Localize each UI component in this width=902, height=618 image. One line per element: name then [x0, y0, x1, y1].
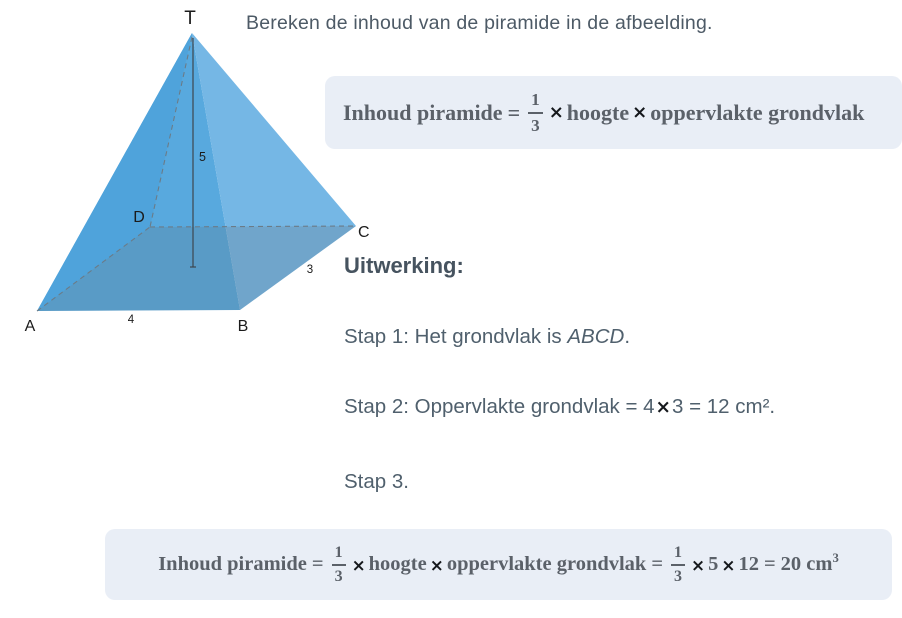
result-value: [781, 553, 839, 576]
multiplication-sign: ×: [548, 102, 564, 123]
solution-step-2: [344, 395, 775, 419]
multiplication-sign: ×: [632, 102, 648, 123]
base-depth-measure-label: 3: [306, 264, 314, 276]
fraction-denominator: 3: [334, 567, 343, 585]
vertex-label-A: A: [24, 318, 36, 335]
formula-lhs: Inhoud piramide: [343, 99, 503, 125]
fraction-numerator: 1: [671, 545, 685, 566]
fraction-one-third: [332, 545, 346, 585]
fraction-numerator: 1: [332, 545, 346, 566]
step1-base-name: ABCD: [567, 325, 625, 348]
equals-sign: =: [763, 553, 776, 575]
step1-suffix: .: [624, 325, 631, 348]
vertex-label-C: C: [358, 224, 370, 241]
equals-sign: =: [311, 553, 324, 575]
pyramid-diagram: [0, 0, 380, 335]
fraction-one-third: [528, 91, 543, 133]
solution-step-1: [344, 325, 630, 349]
fraction-one-third: [671, 545, 685, 585]
fraction-denominator: 3: [531, 115, 540, 135]
step1-text: Stap 1: Het grondvlak is: [344, 325, 568, 348]
step2-prefix: Stap 2: Oppervlakte grondvlak = 4: [344, 395, 655, 418]
vertex-label-D: D: [133, 209, 145, 226]
formula-height-term: hoogte: [566, 99, 630, 125]
equals-sign: =: [507, 99, 521, 125]
multiplication-sign: ×: [691, 554, 706, 575]
result-number-unit: 20 cm: [780, 553, 833, 575]
formula-area-term: oppervlakte grondvlak: [446, 553, 647, 575]
result-formula-box: [105, 529, 892, 600]
volume-formula-box: [325, 76, 902, 149]
step2-suffix: 3 = 12 cm².: [672, 395, 776, 418]
solution-heading: Uitwerking:: [344, 253, 464, 278]
fraction-denominator: 3: [674, 567, 683, 585]
vertex-label-T: T: [184, 8, 196, 29]
multiplication-sign: ×: [429, 554, 444, 575]
area-value: 12: [738, 553, 759, 575]
fraction-numerator: 1: [528, 91, 543, 113]
equals-sign: =: [651, 553, 664, 575]
multiplication-sign: ×: [721, 554, 736, 575]
formula-area-term: oppervlakte grondvlak: [650, 99, 865, 125]
vertex-label-B: B: [237, 318, 249, 335]
multiplication-sign: ×: [655, 397, 671, 418]
height-measure-label: 5: [199, 150, 206, 164]
result-exponent: 3: [832, 551, 839, 566]
multiplication-sign: ×: [351, 554, 366, 575]
height-value: 5: [708, 553, 719, 575]
formula-lhs: Inhoud piramide: [158, 553, 307, 575]
base-length-measure-label: 4: [127, 314, 135, 326]
solution-step-3: Stap 3.: [344, 470, 409, 493]
problem-statement: Bereken de inhoud van de piramide in de afbeelding.: [246, 12, 713, 34]
formula-height-term: hoogte: [368, 553, 427, 575]
